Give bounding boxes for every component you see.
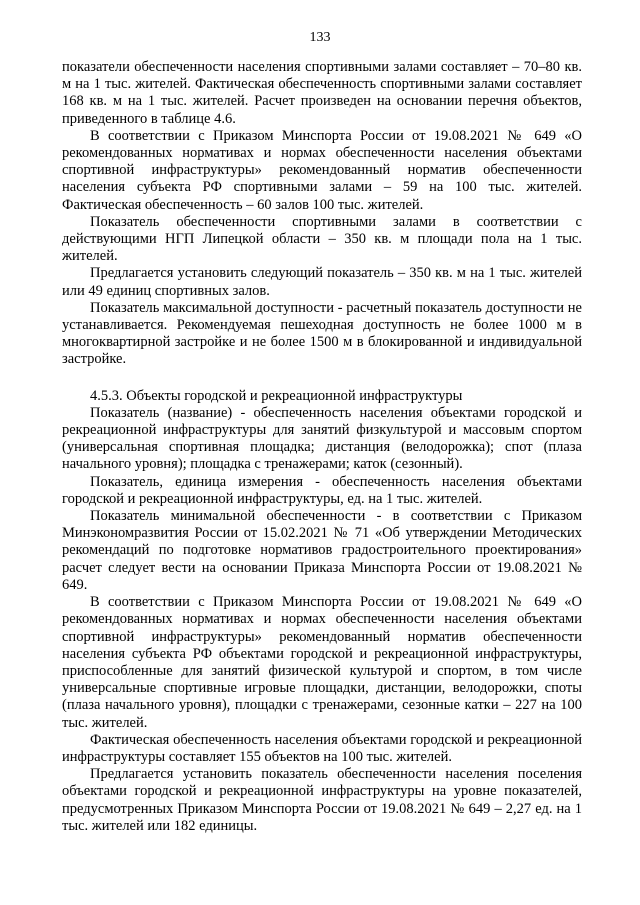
paragraph: Показатель, единица измерения - обеспеченность населения объектами городской и рекреационной инфраструктуры, ед. на 1 тыс. жителей.: [62, 473, 582, 507]
paragraph: Фактическая обеспеченность населения объектами городской и рекреационной инфраструктуры составляет 155 объектов на 100 тыс. жителей.: [62, 731, 582, 765]
paragraph: Показатель максимальной доступности - расчетный показатель доступности не устанавливается. Рекомендуемая пешеходная доступность не более 1000 м в многоквартирной застройке и не более 1500 м в блокированной и индивидуальной застройке.: [62, 299, 582, 368]
paragraph: В соответствии с Приказом Минспорта России от 19.08.2021 № 649 «О рекомендованных нормативах и нормах обеспеченности населения объектами спортивной инфраструктуры» рекомендованный норматив обеспеченности населения субъекта РФ спортивными залами – 59 на 100 тыс. жителей. Фактическая обеспеченность – 60 залов 100 тыс. жителей.: [62, 127, 582, 213]
paragraph-continuation: показатели обеспеченности населения спортивными залами составляет – 70–80 кв. м на 1 тыс. жителей. Фактическая обеспеченность спортивными залами составляет 168 кв. м на 1 тыс. жителей. Расчет произведен на основании перечня объектов, приведенного в таблице 4.6.: [62, 59, 582, 127]
page-content: [62, 59, 582, 835]
section-heading: 4.5.3. Объекты городской и рекреационной инфраструктуры: [90, 387, 463, 404]
paragraph: Показатель обеспеченности спортивными залами в соответствии с действующими НГП Липецкой области – 350 кв. м площади пола на 1 тыс. жителей.: [62, 213, 582, 265]
page-number: 133: [309, 30, 331, 45]
paragraph: В соответствии с Приказом Минспорта России от 19.08.2021 № 649 «О рекомендованных нормативах и нормах обеспеченности населения объектами спортивной инфраструктуры» рекомендованный норматив обеспеченности населения субъекта РФ объектами городской и рекреационной инфраструктуры, приспособленные для занятий физической культурой и спортом, в том числе универсальные спортивные игровые площадки, дистанции, велодорожки, споты (плаза начального уровня), площадки с тренажерами, сезонные катки – 227 на 100 тыс. жителей.: [62, 594, 582, 731]
paragraph: Показатель минимальной обеспеченности - в соответствии с Приказом Минэкономразвития России от 15.02.2021 № 71 «Об утверждении Методических рекомендаций по подготовке нормативов градостроительного проектирования» расчет следует вести на основании Приказа Минспорта России от 19.08.2021 № 649.: [62, 508, 582, 593]
paragraph: Предлагается установить следующий показатель – 350 кв. м на 1 тыс. жителей или 49 единиц спортивных залов.: [62, 265, 582, 299]
paragraph: Предлагается установить показатель обеспеченности населения поселения объектами городской и рекреационной инфраструктуры на уровне показателей, предусмотренных Приказом Минспорта России от 19.08.2021 № 649 – 2,27 ед. на 1 тыс. жителей или 182 единицы.: [62, 766, 582, 834]
paragraph: Показатель (название) - обеспеченность населения объектами городской и рекреационной инфраструктуры для занятий физкультурой и массовым спортом (универсальная спортивная площадка; дистанция (велодорожка); спот (плаза начального уровня); площадка с тренажерами; каток (сезонный).: [62, 404, 582, 473]
